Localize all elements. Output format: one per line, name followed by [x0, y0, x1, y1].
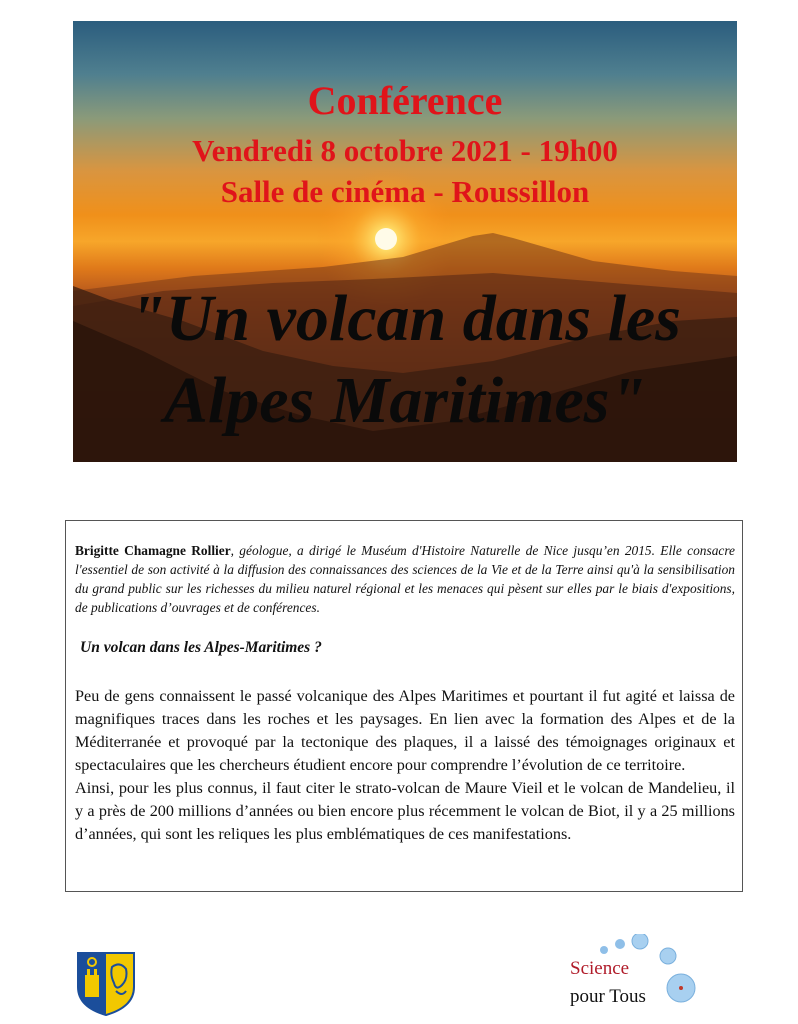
speaker-bio [75, 541, 735, 617]
conference-heading: Conférence [307, 78, 503, 123]
speaker-bio-text: , géologue, a dirigé le Muséum d'Histoire Naturelle de Nice jusqu’en 2015. Elle consacre l'essentiel de son activité à la diffusion des connaissances des sciences de la Vie et de la Terre ainsi qu'à la sensibilisation du grand public sur les richesses du milieu naturel régional et les menaces qui pèsent sur elles par le biais d'expositions, de publications d’ouvrages et de conférences. [75, 543, 735, 615]
talk-title-line2: Alpes Maritimes" [163, 364, 647, 437]
body-paragraph-1: Peu de gens connaissent le passé volcanique des Alpes Maritimes et pourtant il fut agité et laissa de magnifiques traces dans les roches et les paysages. En lien avec la formation des Alpes et de la Méditerranée et provoqué par la tectonique des plaques, il a laissé des témoignages originaux et spectaculaires que les chercheurs étudient encore pour comprendre l’évolution de ce territoire. [75, 687, 735, 774]
event-date: Vendredi 8 octobre 2021 - 19h00 [192, 133, 618, 168]
pour-tous-logo-word: pour Tous [570, 986, 646, 1007]
section-subtitle: Un volcan dans les Alpes-Maritimes ? [80, 639, 322, 656]
science-pour-tous-logo [568, 934, 708, 1014]
hero-banner [73, 21, 737, 462]
body-paragraph-2: Ainsi, pour les plus connus, il faut citer le strato-volcan de Maure Vieil et le volcan de Mandelieu, il y a près de 200 millions d’années ou bien encore plus récemment le volcan de Biot, il y a 25 millions d’années, qui sont les reliques les plus emblématiques de ces manifestations. [75, 779, 735, 843]
talk-title-line1: "Un volcan dans les [129, 282, 681, 355]
science-logo-word: Science [570, 958, 630, 979]
speaker-name: Brigitte Chamagne Rollier [75, 543, 231, 558]
event-venue: Salle de cinéma - Roussillon [220, 174, 590, 209]
town-crest-logo [76, 951, 136, 1017]
description-box [65, 520, 743, 892]
